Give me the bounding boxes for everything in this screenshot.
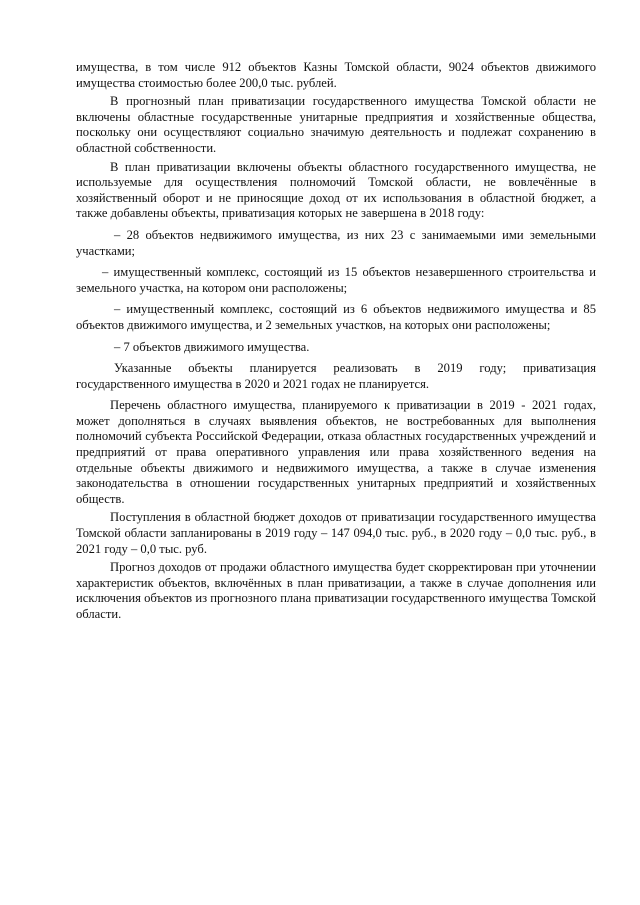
paragraph-sale-schedule: Указанные объекты планируется реализовать в 2019 году; приватизация государственного имущества в 2020 и 2021 годах не планируется.: [76, 361, 596, 391]
paragraph-excluded-enterprises: В прогнозный план приватизации государственного имущества Томской области не включены областные государственные унитарные предприятия и хозяйственные общества, поскольку они осуществляют социально значимую деятельность и подлежат сохранению в областной собственности.: [76, 94, 596, 155]
list-item-real-estate: – 28 объектов недвижимого имущества, из них 23 с занимаемыми ими земельными участками;: [76, 227, 596, 258]
paragraph-list-supplement: Перечень областного имущества, планируемого к приватизации в 2019 - 2021 годах, может дополняться в случаях выявления объектов, не востребованных для выполнения полномочий субъекта Российской Федерации, отказа областных государственных учреждений и предприятий от права оперативного управления или права хозяйственного ведения на отдельные объекты движимого и недвижимого имущества, а также в случае изменения законодательства в отношении государственных унитарных предприятий и хозяйственных обществ.: [76, 398, 596, 506]
list-item-property-complex: – имущественный комплекс, состоящий из 6 объектов недвижимого имущества и 85 объектов движимого имущества, и 2 земельных участков, на которых они расположены;: [76, 302, 596, 332]
list-item-unfinished-construction: – имущественный комплекс, состоящий из 15 объектов незавершенного строительства и земельного участка, на котором они расположены;: [76, 265, 596, 295]
paragraph-continuation: имущества, в том числе 912 объектов Казны Томской области, 9024 объектов движимого имущества стоимостью более 200,0 тыс. рублей.: [76, 60, 596, 90]
paragraph-plan-includes: В план приватизации включены объекты областного государственного имущества, не используемые для осуществления полномочий Томской области, не вовлечённые в хозяйственный оборот и не приносящие доход от их использования в областной бюджет, а также добавлены объекты, приватизация которых не завершена в 2018 году:: [76, 159, 596, 221]
paragraph-budget-revenue: Поступления в областной бюджет доходов от приватизации государственного имущества Томской области запланированы в 2019 году – 147 094,0 тыс. руб., в 2020 году – 0,0 тыс. руб., в 2021 году – 0,0 тыс. руб.: [76, 510, 596, 556]
list-item-movable-property: – 7 объектов движимого имущества.: [114, 339, 310, 354]
paragraph-forecast-adjustment: Прогноз доходов от продажи областного имущества будет скорректирован при уточнении характеристик объектов, включённых в план приватизации, а также в случае дополнения или исключения объектов из прогнозного плана приватизации государственного имущества Томской области.: [76, 560, 596, 621]
